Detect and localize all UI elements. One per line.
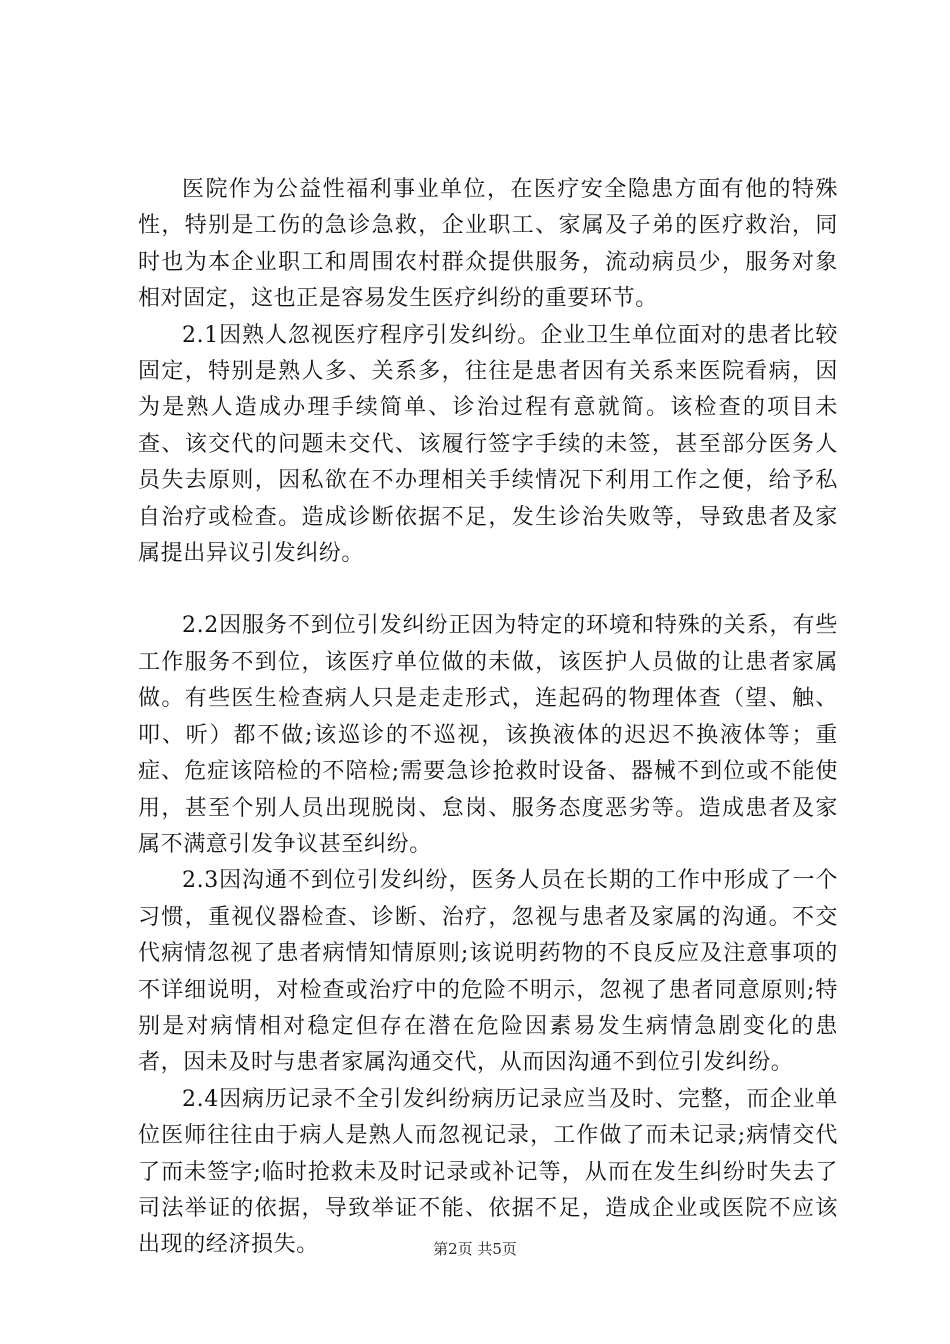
paragraph-2-3: 2.3因沟通不到位引发纠纷，医务人员在长期的工作中形成了一个习惯，重视仪器检查、诊断、治疗，忽视与患者及家属的沟通。不交代病情忽视了患者病情知情原则;该说明药物的不良反应及注意事项的不详细说明，对检查或治疗中的危险不明示，忽视了患者同意原则;特别是对病情相对稳定但存在潜在危险因素易发生病情急剧变化的患者，因未及时与患者家属沟通交代，从而因沟通不到位引发纠纷。 <box>138 868 838 1076</box>
document-body <box>138 172 838 1264</box>
paragraph-intro: 医院作为公益性福利事业单位，在医疗安全隐患方面有他的特殊性，特别是工伤的急诊急救，企业职工、家属及子弟的医疗救治，同时也为本企业职工和周围农村群众提供服务，流动病员少，服务对象相对固定，这也正是容易发生医疗纠纷的重要环节。 <box>138 177 838 312</box>
page-footer: 第2页 共5页 <box>433 1240 517 1258</box>
paragraph-2-2: 2.2因服务不到位引发纠纷正因为特定的环境和特殊的关系，有些工作服务不到位，该医疗单位做的未做，该医护人员做的让患者家属做。有些医生检查病人只是走走形式，连起码的物理体查（望、触、叩、听）都不做;该巡诊的不巡视，该换液体的迟迟不换液体等；重症、危症该陪检的不陪检;需要急诊抢救时设备、器械不到位或不能使用，甚至个别人员出现脱岗、怠岗、服务态度恶劣等。造成患者及家属不满意引发争议甚至纠纷。 <box>138 613 838 857</box>
paragraph-2-4: 2.4因病历记录不全引发纠纷病历记录应当及时、完整，而企业单位医师往往由于病人是熟人而忽视记录，工作做了而未记录;病情交代了而未签字;临时抢救未及时记录或补记等，从而在发生纠纷时失去了司法举证的依据，导致举证不能、依据不足，造成企业或医院不应该出现的经济损失。 <box>138 1086 838 1258</box>
paragraph-2-1: 2.1因熟人忽视医疗程序引发纠纷。企业卫生单位面对的患者比较固定，特别是熟人多、关系多，往往是患者因有关系来医院看病，因为是熟人造成办理手续简单、诊治过程有意就简。该检查的项目未查、该交代的问题未交代、该履行签字手续的未签，甚至部分医务人员失去原则，因私欲在不办理相关手续情况下利用工作之便，给予私自治疗或检查。造成诊断依据不足，发生诊治失败等，导致患者及家属提出异议引发纠纷。 <box>138 322 838 567</box>
